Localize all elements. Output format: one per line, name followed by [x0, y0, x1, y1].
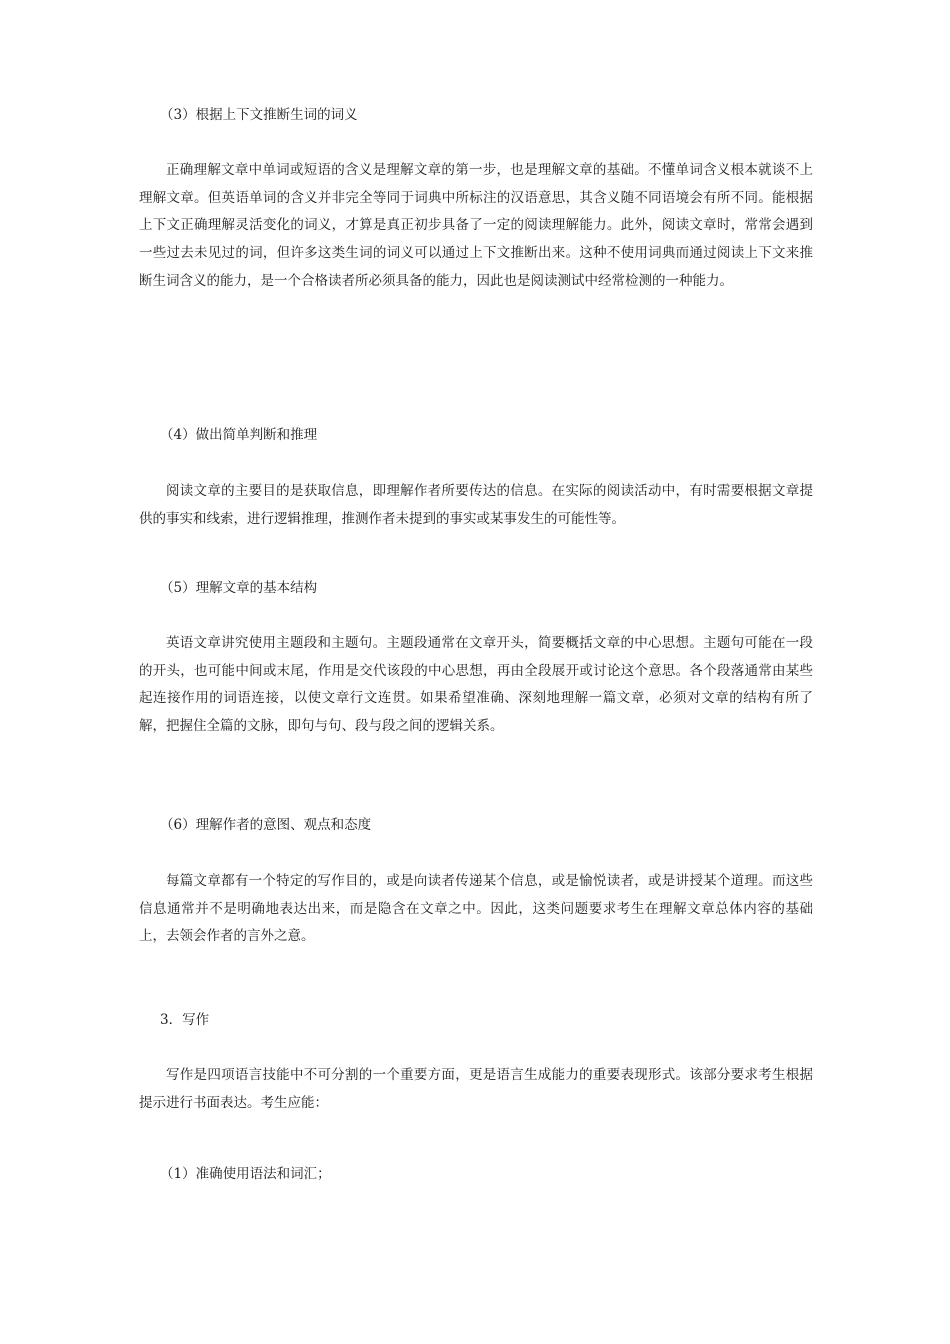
paragraph-text-structure: 英语文章讲究使用主题段和主题句。主题段通常在文章开头，简要概括文章的中心思想。主题句可能在一段的开头，也可能中间或末尾，作用是交代该段的中心思想，再由全段展开或讨论这个意思。各个段落通常由某些起连接作用的词语连接，以使文章行文连贯。如果希望准确、深刻地理解一篇文章，必须对文章的结构有所了解，把握住全篇的文脉，即句与句、段与段之间的逻辑关系。: [139, 635, 813, 735]
section-heading-5-text-structure: （5）理解文章的基本结构: [160, 580, 318, 596]
section-heading-1-grammar-vocabulary: （1）准确使用语法和词汇；: [160, 1166, 331, 1182]
paragraph-word-meaning: 正确理解文章中单词或短语的含义是理解文章的第一步，也是理解文章的基础。不懂单词含义根本就谈不上理解文章。但英语单词的含义并非完全等同于词典中所标注的汉语意思，其含义随不同语境会有所不同。能根据上下文正确理解灵活变化的词义，才算是真正初步具备了一定的阅读理解能力。此外，阅读文章时，常常会遇到一些过去未见过的词，但许多这类生词的词义可以通过上下文推断出来。这种不使用词典而通过阅读上下文来推断生词含义的能力，是一个合格读者所必须具备的能力，因此也是阅读测试中经常检测的一种能力。: [139, 162, 813, 289]
paragraph-author-intent: 每篇文章都有一个特定的写作目的，或是向读者传递某个信息，或是愉悦读者，或是讲授某个道理。而这些信息通常并不是明确地表达出来，而是隐含在文章之中。因此，这类问题要求考生在理解文章总体内容的基础上，去领会作者的言外之意。: [139, 873, 813, 945]
paragraph-writing: 写作是四项语言技能中不可分割的一个重要方面，更是语言生成能力的重要表现形式。该部分要求考生根据提示进行书面表达。考生应能：: [139, 1067, 813, 1111]
section-heading-writing: 3．写作: [160, 1012, 210, 1028]
paragraph-inference: 阅读文章的主要目的是获取信息，即理解作者所要传达的信息。在实际的阅读活动中，有时需要根据文章提供的事实和线索，进行逻辑推理，推测作者未提到的事实或某事发生的可能性等。: [139, 483, 813, 527]
section-heading-3-infer-word-meaning: （3）根据上下文推断生词的词义: [160, 107, 358, 123]
section-heading-4-judgement-inference: （4）做出简单判断和推理: [160, 427, 318, 443]
section-heading-6-author-intent: （6）理解作者的意图、观点和态度: [160, 817, 372, 833]
